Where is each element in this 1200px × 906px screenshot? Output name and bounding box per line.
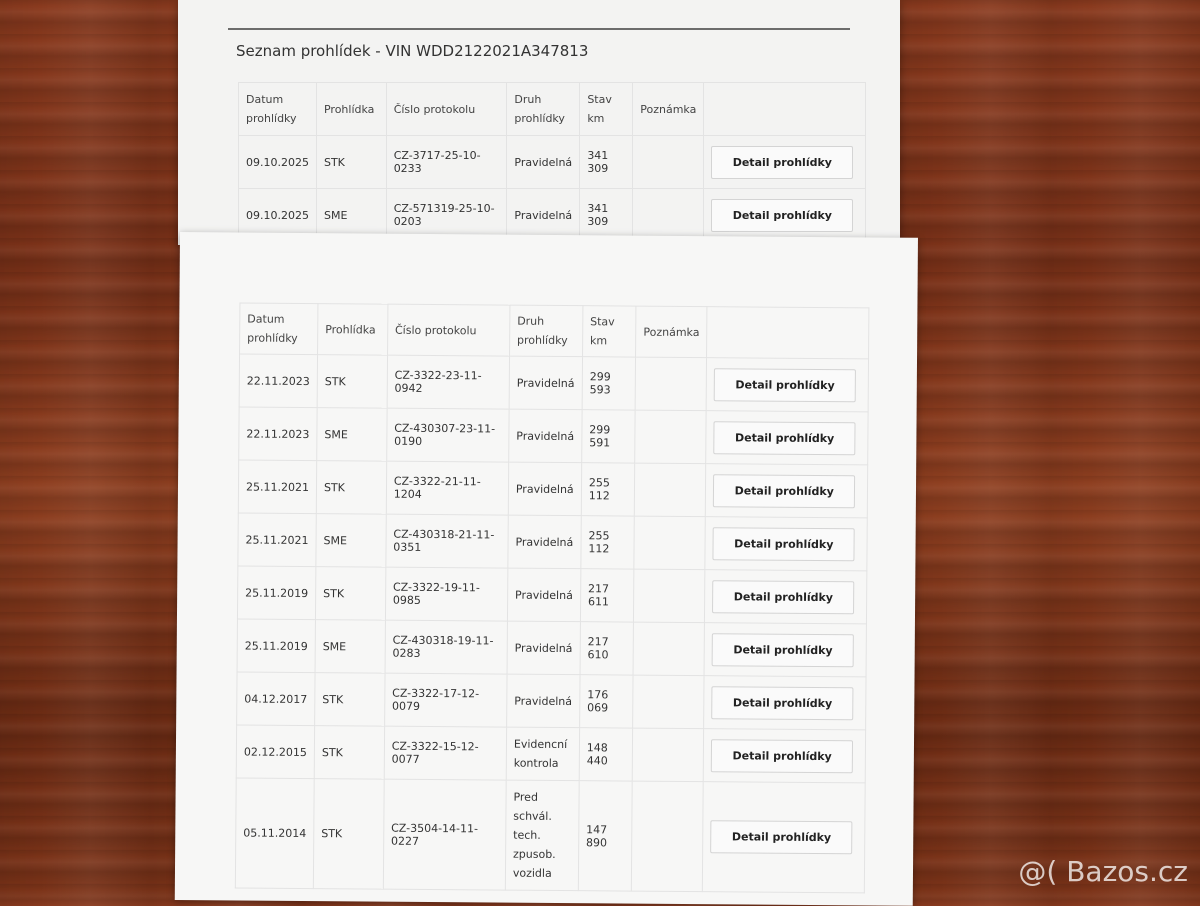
action-cell <box>706 464 868 518</box>
odometer-cell: 255 112 <box>581 463 635 516</box>
note-cell <box>635 357 707 411</box>
detail-button[interactable]: Detail prohlídky <box>712 633 854 667</box>
table-header-row <box>240 303 869 359</box>
action-cell <box>705 570 867 624</box>
odometer-cell: 217 611 <box>580 569 634 622</box>
action-cell <box>704 136 866 189</box>
detail-button[interactable]: Detail prohlídky <box>712 580 854 614</box>
table-header-row <box>239 83 866 136</box>
paper-sheet-bottom <box>175 232 918 906</box>
table-row <box>239 354 868 412</box>
header-inspection: Prohlídka <box>316 83 386 136</box>
table-row <box>238 460 867 518</box>
odometer-cell: 299 591 <box>582 410 636 463</box>
header-note: Poznámka <box>633 83 704 136</box>
note-cell <box>633 189 704 242</box>
inspection-kind-cell: SME <box>315 620 385 674</box>
protocol-number-cell: CZ-3717-25-10-0233 <box>386 136 507 189</box>
action-cell <box>706 358 868 412</box>
header-type: Druh prohlídky <box>507 83 580 136</box>
note-cell <box>634 569 706 623</box>
note-cell <box>634 516 706 570</box>
header-action <box>707 307 869 359</box>
detail-button[interactable]: Detail prohlídky <box>711 146 853 179</box>
inspection-date-cell: 09.10.2025 <box>239 189 317 242</box>
odometer-cell: 176 069 <box>579 675 633 728</box>
action-cell <box>705 517 867 571</box>
inspection-date-cell: 22.11.2023 <box>239 407 317 461</box>
detail-button[interactable]: Detail prohlídky <box>714 368 856 402</box>
inspection-kind-cell: STK <box>315 567 385 621</box>
inspection-kind-cell: STK <box>316 136 386 189</box>
inspection-type-cell: Pravidelná <box>507 189 580 242</box>
header-protocol: Číslo protokolu <box>387 304 510 356</box>
inspection-type-cell: Pravidelná <box>507 674 580 728</box>
action-cell <box>704 623 866 677</box>
table-row <box>237 619 866 677</box>
inspection-date-cell: 25.11.2021 <box>238 513 316 567</box>
protocol-number-cell: CZ-3504-14-11-0227 <box>383 779 506 890</box>
inspection-kind-cell: STK <box>314 726 384 780</box>
protocol-number-cell: CZ-571319-25-10-0203 <box>386 189 507 242</box>
inspection-type-cell: Pravidelná <box>509 409 582 463</box>
protocol-number-cell: CZ-3322-17-12-0079 <box>384 673 507 727</box>
header-km: Stav km <box>582 306 636 357</box>
header-note: Poznámka <box>636 306 707 358</box>
detail-button[interactable]: Detail prohlídky <box>713 474 855 508</box>
inspection-date-cell: 25.11.2019 <box>237 619 315 673</box>
protocol-number-cell: CZ-3322-23-11-0942 <box>387 355 510 409</box>
odometer-cell: 217 610 <box>580 622 634 675</box>
action-cell <box>704 189 866 242</box>
inspection-type-cell: Pravidelná <box>508 462 581 516</box>
note-cell <box>631 781 703 892</box>
table-row <box>239 136 866 189</box>
detail-button[interactable]: Detail prohlídky <box>711 739 853 773</box>
detail-button[interactable]: Detail prohlídky <box>713 527 855 561</box>
inspection-date-cell: 05.11.2014 <box>235 778 314 889</box>
inspection-type-cell: Pravidelná <box>507 568 580 622</box>
header-rule <box>228 28 850 30</box>
action-cell <box>703 782 866 893</box>
header-km: Stav km <box>580 83 633 136</box>
protocol-number-cell: CZ-430318-19-11-0283 <box>385 620 508 674</box>
inspection-kind-cell: SME <box>316 514 386 568</box>
detail-button[interactable]: Detail prohlídky <box>711 199 853 232</box>
note-cell <box>633 136 704 189</box>
protocol-number-cell: CZ-3322-21-11-1204 <box>386 461 509 515</box>
inspection-type-cell: Pravidelná <box>507 621 580 675</box>
detail-button[interactable]: Detail prohlídky <box>711 686 853 720</box>
odometer-cell: 341 309 <box>580 189 633 242</box>
header-action <box>704 83 866 136</box>
paper-sheet-top <box>178 0 900 245</box>
header-date: Datum prohlídky <box>240 303 318 355</box>
table-row <box>237 566 866 624</box>
note-cell <box>633 675 705 729</box>
inspection-date-cell: 09.10.2025 <box>239 136 317 189</box>
table-row <box>238 513 867 571</box>
header-inspection: Prohlídka <box>318 304 388 356</box>
inspection-date-cell: 25.11.2019 <box>237 566 315 620</box>
inspection-type-cell: Evidencní kontrola <box>506 727 579 781</box>
note-cell <box>635 410 707 464</box>
inspection-type-cell: Pred schvál. tech. zpusob. vozidla <box>505 780 579 891</box>
note-cell <box>634 463 706 517</box>
protocol-number-cell: CZ-3322-19-11-0985 <box>385 567 508 621</box>
odometer-cell: 299 593 <box>582 357 636 410</box>
odometer-cell: 148 440 <box>579 728 633 781</box>
action-cell <box>704 676 866 730</box>
protocol-number-cell: CZ-430318-21-11-0351 <box>386 514 509 568</box>
action-cell <box>703 729 865 783</box>
note-cell <box>633 622 705 676</box>
inspection-type-cell: Pravidelná <box>507 136 580 189</box>
inspection-kind-cell: SME <box>316 189 386 242</box>
detail-button[interactable]: Detail prohlídky <box>710 820 852 854</box>
inspection-date-cell: 22.11.2023 <box>239 354 317 408</box>
inspection-date-cell: 04.12.2017 <box>237 672 315 726</box>
inspection-type-cell: Pravidelná <box>509 356 582 410</box>
header-date: Datum prohlídky <box>239 83 317 136</box>
table-row <box>239 407 868 465</box>
detail-button[interactable]: Detail prohlídky <box>714 421 856 455</box>
inspection-type-cell: Pravidelná <box>508 515 581 569</box>
table-row <box>236 725 865 783</box>
inspection-kind-cell: STK <box>313 779 384 890</box>
inspection-table-bottom <box>235 302 870 893</box>
inspection-kind-cell: STK <box>315 673 385 727</box>
protocol-number-cell: CZ-430307-23-11-0190 <box>387 408 510 462</box>
inspection-table-top <box>238 82 866 242</box>
inspection-date-cell: 25.11.2021 <box>238 460 316 514</box>
table-row <box>237 672 866 730</box>
page-title: Seznam prohlídek - VIN WDD2122021A347813 <box>236 42 589 60</box>
table-row <box>235 778 865 893</box>
action-cell <box>706 411 868 465</box>
odometer-cell: 255 112 <box>581 516 635 569</box>
inspection-date-cell: 02.12.2015 <box>236 725 314 779</box>
inspection-kind-cell: SME <box>317 408 387 462</box>
odometer-cell: 147 890 <box>578 781 632 891</box>
header-type: Druh prohlídky <box>509 305 582 357</box>
note-cell <box>632 728 704 782</box>
header-protocol: Číslo protokolu <box>386 83 507 136</box>
inspection-kind-cell: STK <box>317 355 387 409</box>
odometer-cell: 341 309 <box>580 136 633 189</box>
inspection-kind-cell: STK <box>316 461 386 515</box>
protocol-number-cell: CZ-3322-15-12-0077 <box>384 726 507 780</box>
bazos-watermark: @( Bazos.cz <box>1018 855 1188 888</box>
